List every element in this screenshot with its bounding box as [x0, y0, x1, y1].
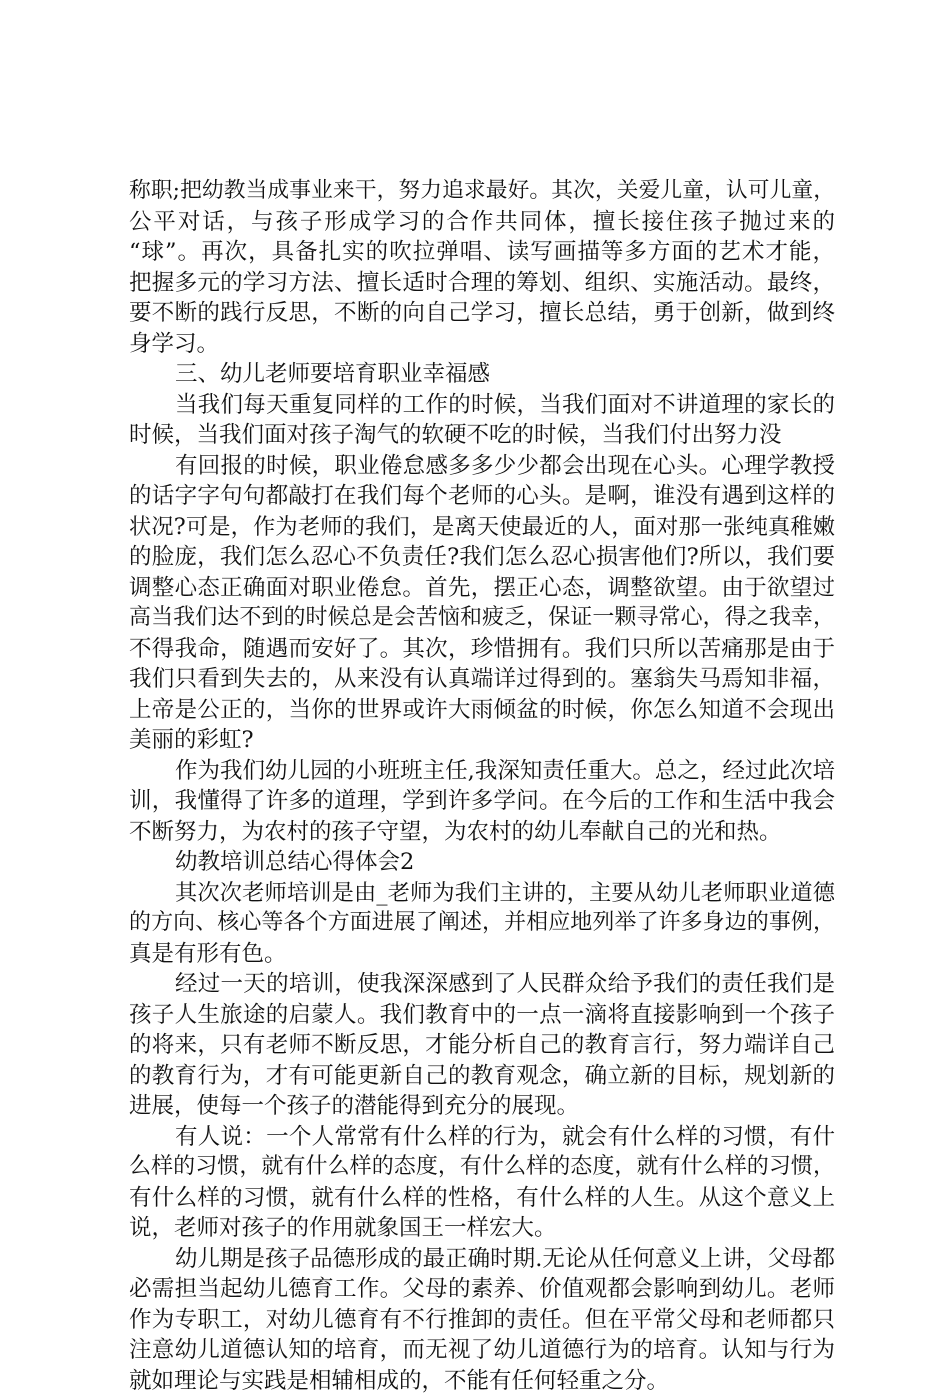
text-line: 不断努力，为农村的孩子守望，为农村的幼儿奉献自己的光和热。 — [129, 817, 835, 848]
text-line: 有回报的时候，职业倦怠感多多少少都会出现在心头。心理学教授 — [129, 451, 835, 482]
text-line: 把握多元的学习方法、擅长适时合理的筹划、组织、实施活动。最终， — [129, 268, 835, 299]
text-line: 么样的习惯，就有什么样的态度，有什么样的态度，就有什么样的习惯， — [129, 1152, 835, 1183]
text-line: 有什么样的习惯，就有什么样的性格，有什么样的人生。从这个意义上 — [129, 1183, 835, 1214]
text-line: 其次次老师培训是由_老师为我们主讲的，主要从幼儿老师职业道德 — [129, 878, 835, 909]
text-line: 的教育行为，才有可能更新自己的教育观念，确立新的目标，规划新的 — [129, 1061, 835, 1092]
text-line: 说，老师对孩子的作用就象国王一样宏大。 — [129, 1213, 835, 1244]
text-line: 美丽的彩虹? — [129, 725, 835, 756]
text-line: 的方向、核心等各个方面进展了阐述，并相应地列举了许多身边的事例， — [129, 908, 835, 939]
text-line: 经过一天的培训，使我深深感到了人民群众给予我们的责任我们是 — [129, 969, 835, 1000]
text-line: 有人说：一个人常常有什么样的行为，就会有什么样的习惯，有什 — [129, 1122, 835, 1153]
text-line: 我们只看到失去的，从来没有认真端详过得到的。塞翁失马焉知非福， — [129, 664, 835, 695]
text-line: 幼教培训总结心得体会2 — [129, 847, 835, 878]
text-line: 进展，使每一个孩子的潜能得到充分的展现。 — [129, 1091, 835, 1122]
text-line: 训，我懂得了许多的道理，学到许多学问。在今后的工作和生活中我会 — [129, 786, 835, 817]
text-line: 不得我命，随遇而安好了。其次，珍惜拥有。我们只所以苦痛那是由于 — [129, 634, 835, 665]
text-line: 公平对话，与孩子形成学习的合作共同体，擅长接住孩子抛过来的 — [129, 207, 835, 238]
text-line: 上帝是公正的，当你的世界或许大雨倾盆的时候，你怎么知道不会现出 — [129, 695, 835, 726]
text-line: 作为我们幼儿园的小班班主任,我深知责任重大。总之，经过此次培 — [129, 756, 835, 787]
text-line: 要不断的践行反思，不断的向自己学习，擅长总结，勇于创新，做到终 — [129, 298, 835, 329]
text-line: 孩子人生旅途的启蒙人。我们教育中的一点一滴将直接影响到一个孩子 — [129, 1000, 835, 1031]
text-line: 的将来，只有老师不断反思，才能分析自己的教育言行，努力端详自己 — [129, 1030, 835, 1061]
text-line: 当我们每天重复同样的工作的时候，当我们面对不讲道理的家长的 — [129, 390, 835, 421]
text-line: 身学习。 — [129, 329, 835, 360]
document-body — [129, 176, 835, 1396]
text-line: 调整心态正确面对职业倦怠。首先，摆正心态，调整欲望。由于欲望过 — [129, 573, 835, 604]
text-line: “球”。再次，具备扎实的吹拉弹唱、读写画描等多方面的艺术才能， — [129, 237, 835, 268]
text-line: 必需担当起幼儿德育工作。父母的素养、价值观都会影响到幼儿。老师 — [129, 1274, 835, 1305]
text-line: 时候，当我们面对孩子淘气的软硬不吃的时候，当我们付出努力没 — [129, 420, 835, 451]
text-line: 真是有形有色。 — [129, 939, 835, 970]
text-line: 称职;把幼教当成事业来干，努力追求最好。其次，关爱儿童，认可儿童， — [129, 176, 835, 207]
text-line: 三、幼儿老师要培育职业幸福感 — [129, 359, 835, 390]
text-line: 幼儿期是孩子品德形成的最正确时期.无论从任何意义上讲，父母都 — [129, 1244, 835, 1275]
text-line: 注意幼儿道德认知的培育，而无视了幼儿道德行为的培育。认知与行为 — [129, 1335, 835, 1366]
text-line: 作为专职工，对幼儿德育有不行推卸的责任。但在平常父母和老师都只 — [129, 1305, 835, 1336]
text-line: 高当我们达不到的时候总是会苦恼和疲乏，保证一颗寻常心，得之我幸， — [129, 603, 835, 634]
text-line: 的脸庞，我们怎么忍心不负责任?我们怎么忍心损害他们?所以，我们要 — [129, 542, 835, 573]
text-line: 状况?可是，作为老师的我们，是离天使最近的人，面对那一张纯真稚嫩 — [129, 512, 835, 543]
text-line: 的话字字句句都敲打在我们每个老师的心头。是啊，谁没有遇到这样的 — [129, 481, 835, 512]
text-line: 就如理论与实践是相辅相成的，不能有任何轻重之分。 — [129, 1366, 835, 1396]
